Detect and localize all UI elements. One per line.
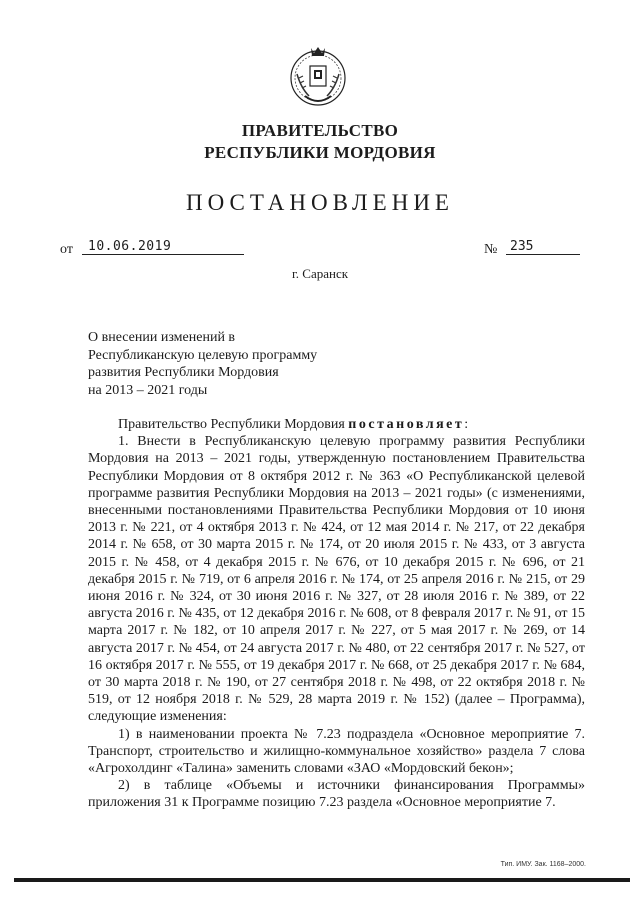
- subject-line: на 2013 – 2021 годы: [88, 382, 208, 398]
- date-prefix: от: [60, 242, 73, 257]
- subject-line: О внесении изменений в: [88, 330, 236, 345]
- document-body: [88, 416, 585, 812]
- number-prefix: №: [484, 242, 498, 257]
- document-date: 10.06.2019: [82, 239, 244, 255]
- amendment-item-1: 1) в наименовании проекта № 7.23 подраздела «Основное мероприятие 7. Транспорт, строительство и жилищно-коммунальное хозяйство» раздела 7 слова «Агрохолдинг «Талина» заменить словами «ЗАО «Мордовский бекон»;: [88, 726, 585, 777]
- document-type-heading: ПОСТАНОВЛЕНИЕ: [186, 190, 454, 215]
- document-number: 235: [506, 239, 580, 255]
- subject-line: развития Республики Мордовия: [88, 365, 279, 380]
- government-title-line2: РЕСПУБЛИКИ МОРДОВИЯ: [204, 143, 436, 162]
- paragraph-1: 1. Внести в Республиканскую целевую программу развития Республики Мордовия на 2013 – 2021 годы, утвержденную постановлением Правительства Республики Мордовия от 8 октября 2012 г. № 363 «О Республиканской целевой программе развития Республики Мордовия на 2013 – 2021 годы» (с изменениями, внесенными постановлениями Правительства Республики Мордовия от 10 июня 2013 г. № 221, от 4 октября 2013 г. № 424, от 12 мая 2014 г. № 217, от 22 декабря 2014 г. № 658, от 30 марта 2015 г. № 174, от 20 июля 2015 г. № 433, от 3 августа 2015 г. № 458, от 4 декабря 2015 г. № 676, от 10 декабря 2015 г. № 696, от 21 декабря 2015 г. № 719, от 6 апреля 2016 г. № 174, от 25 апреля 2016 г. № 215, от 29 июня 2016 г. № 324, от 30 июня 2016 г. № 327, от 28 июля 2016 г. № 389, от 22 августа 2016 г. № 435, от 12 декабря 2016 г. № 608, от 8 февраля 2017 г. № 91, от 15 марта 2017 г. № 182, от 10 апреля 2017 г. № 227, от 5 мая 2017 г. № 269, от 14 августа 2017 г. № 454, от 24 августа 2017 г. № 480, от 22 сентября 2017 г. № 527, от 16 октября 2017 г. № 555, от 19 декабря 2017 г. № 668, от 25 декабря 2017 г. № 684, от 30 марта 2018 г. № 190, от 27 сентября 2018 г. № 498, от 22 октября 2018 г. № 519, от 12 ноября 2018 г. № 529, 28 марта 2019 г. № 152) (далее – Программа), следующие изменения:: [88, 434, 586, 725]
- intro-colon: :: [464, 417, 469, 432]
- subject-line: Республиканскую целевую программу: [88, 347, 318, 363]
- government-title-line1: ПРАВИТЕЛЬСТВО: [241, 121, 399, 140]
- government-title: [0, 120, 640, 164]
- intro-text: Правительство Республики Мордовия: [118, 417, 349, 432]
- print-mark: Тип. ИМУ. Зак. 1168–2000.: [500, 861, 586, 868]
- intro-paragraph: [88, 416, 585, 433]
- city-name: г. Саранск: [291, 266, 349, 281]
- date-number-row: [60, 239, 590, 262]
- amendment-item-2: 2) в таблице «Объемы и источники финансирования Программы» приложения 31 к Программе позицию 7.23 раздела «Основное мероприятие 7.: [88, 778, 585, 811]
- coat-of-arms-emblem: [287, 44, 349, 110]
- document-subject: [88, 329, 388, 399]
- bottom-rule: [14, 878, 630, 882]
- resolution-word: постановляет: [348, 417, 465, 432]
